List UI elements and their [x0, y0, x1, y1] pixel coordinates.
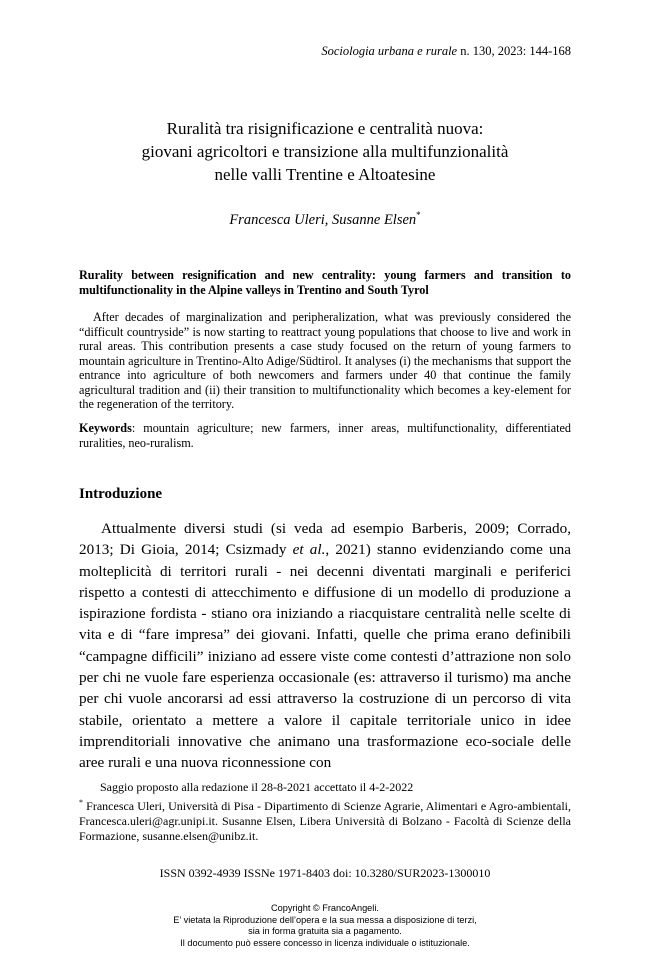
copyright-line-1: Copyright © FrancoAngeli. [271, 903, 379, 913]
keywords-label: Keywords [79, 421, 132, 435]
author-list [79, 210, 571, 229]
footnotes [79, 780, 571, 844]
journal-name: Sociologia urbana e rurale [321, 44, 458, 58]
abstract: After decades of marginalization and peripheralization, what was previously considered the “difficult countryside” is now starting to reattract young populations that choose to live and work in rural areas. This contribution presents a case study focused on the return of young farmers to mountain agriculture in Trentino-Alto Adige/Südtirol. It analyses (i) the mechanisms that support the entrance into agriculture of both newcomers and farmers under 40 that continue the family agricultural tradition and (ii) their transition to multifunctionality which becomes a key-element for the regeneration of the territory. [79, 310, 571, 411]
english-title: Rurality between resignification and new centrality: young farmers and transition to multifunctionality in the Alpine valleys in Trentino and South Tyrol [79, 268, 571, 297]
paper-title [79, 117, 571, 186]
title-line-1: Ruralità tra risignificazione e centralità nuova: [166, 119, 484, 138]
issue-info: n. 130, 2023: 144-168 [457, 44, 571, 58]
title-line-3: nelle valli Trentine e Altoatesine [214, 165, 436, 184]
affiliation-text: Francesca Uleri, Università di Pisa - Dipartimento di Scienze Agrarie, Alimentari e Agro-ambientali, Francesca.uleri@agr.unipi.it. Susanne Elsen, Libera Università di Bolzano - Facoltà di Scienze della Formazione, susanne.elsen@unibz.it. [79, 799, 571, 843]
keywords [79, 421, 571, 450]
author-names: Francesca Uleri, Susanne Elsen [229, 211, 417, 228]
title-line-2: giovani agricoltori e transizione alla multifunzionalità [141, 142, 509, 161]
body-part-1: Attualmente diversi studi (si veda ad esempio Barberis, 2009; Corrado, 2013; Di Gioia, 2014; Csizmady [79, 520, 571, 559]
copyright-line-4: Il documento può essere concesso in licenza individuale o istituzionale. [180, 937, 470, 948]
copyright-line-3: sia in forma gratuita sia a pagamento. [248, 926, 402, 937]
copyright-notice [79, 903, 571, 949]
section-heading: Introduzione [79, 486, 163, 502]
affiliation-marker: * [79, 798, 83, 807]
author-footnote-marker: * [416, 210, 421, 220]
issn-doi: ISSN 0392-4939 ISSNe 1971-8403 doi: 10.3280/SUR2023-1300010 [159, 866, 491, 880]
affiliation-note [79, 795, 571, 844]
running-header [321, 44, 571, 59]
keywords-text: : mountain agriculture; new farmers, inner areas, multifunctionality, differentiated ruralities, neo-ruralism. [79, 421, 571, 450]
body-paragraph [79, 518, 571, 774]
body-part-2: , 2021) stanno evidenziando come una molteplicità di territori rurali - nei decenni diventati marginali e periferici rispetto a contesti di attecchimento e diffusione di un modello di produzione a ispirazione fordista - stiano ora iniziando a riacquistare centralità nelle scelte di vita e di “fare impresa” dei giovani. Infatti, quelle che prima erano definibili “campagne difficili” iniziano ad essere viste come contesti d’attrazione non solo per chi ne vuole fare esperienza occasionale (es: attraverso il turismo) ma anche per chi vuole ancorarsi ad essi attraverso la costruzione di un percorso di vita stabile, orientato a mettere a valore il capitale territoriale unico in idee imprenditoriali innovative che animano una trasformazione eco-sociale delle aree rurali e una nuova riconnessione con [79, 541, 571, 772]
received-note: Saggio proposto alla redazione il 28-8-2021 accettato il 4-2-2022 [100, 780, 414, 794]
copyright-line-2: E’ vietata la Riproduzione dell’opera e la sua messa a disposizione di terzi, [173, 914, 477, 925]
body-etal: et al. [292, 541, 326, 559]
